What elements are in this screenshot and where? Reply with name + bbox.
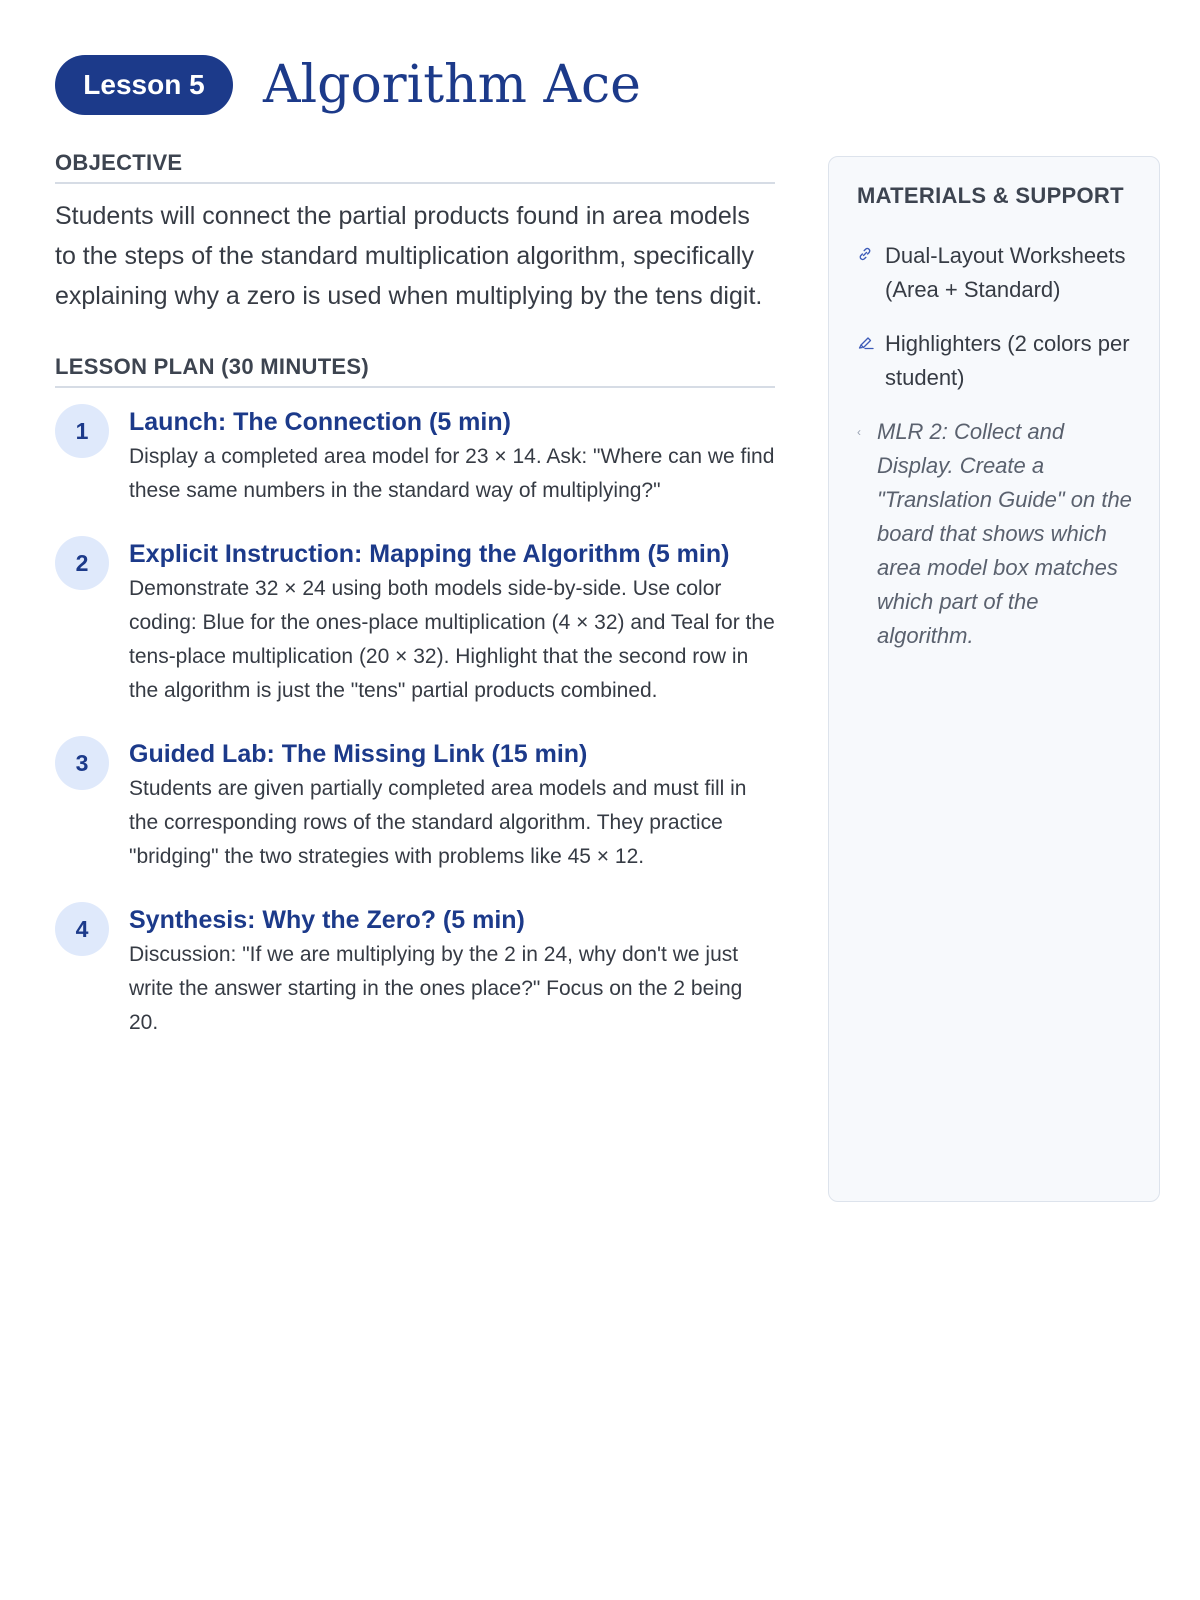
step-description: Students are given partially completed area models and must fill in the corresponding rows of the standard algorithm. They practice "bridging" the two strategies with problems like 45 × 12. — [129, 777, 747, 868]
material-item-worksheets — [857, 239, 1133, 307]
materials-sidebar — [828, 156, 1160, 1202]
lesson-step — [55, 902, 775, 1040]
lesson-header — [55, 55, 641, 115]
material-item-highlighters — [857, 327, 1133, 395]
lesson-badge: Lesson 5 — [55, 55, 233, 115]
material-label: Dual-Layout Worksheets (Area + Standard) — [885, 243, 1126, 302]
step-number-badge: 2 — [55, 536, 109, 590]
step-description: Demonstrate 32 × 24 using both models side-by-side. Use color coding: Blue for the ones-place multiplication (4 × 32) and Teal for the tens-place multiplication (20 × 32). Highlight that the second row in the algorithm is just the "tens" partial products combined. — [129, 577, 775, 702]
lesson-plan-heading: LESSON PLAN (30 MINUTES) — [55, 354, 775, 388]
step-number-badge: 4 — [55, 902, 109, 956]
main-content — [55, 150, 775, 1068]
step-title: Synthesis: Why the Zero? (5 min) — [129, 906, 525, 934]
objective-text: Students will connect the partial products found in area models to the steps of the standard multiplication algorithm, specifically explaining why a zero is used when multiplying by the tens digit. — [55, 202, 763, 310]
support-text: MLR 2: Collect and Display. Create a "Translation Guide" on the board that shows which area model box matches which part of the algorithm. — [877, 419, 1132, 648]
lesson-steps — [55, 404, 775, 1040]
objective-heading: OBJECTIVE — [55, 150, 775, 184]
chevron-left-icon: ‹ — [857, 425, 861, 439]
support-note — [857, 415, 1133, 653]
lesson-step — [55, 404, 775, 508]
step-title: Launch: The Connection (5 min) — [129, 408, 511, 436]
lesson-step — [55, 536, 775, 708]
step-number-badge: 1 — [55, 404, 109, 458]
step-title: Guided Lab: The Missing Link (15 min) — [129, 740, 588, 768]
step-number-badge: 3 — [55, 736, 109, 790]
step-description: Discussion: "If we are multiplying by the 2 in 24, why don't we just write the answer starting in the ones place?" Focus on the 2 being 20. — [129, 943, 743, 1034]
link-icon — [857, 239, 885, 273]
page-title: Algorithm Ace — [263, 55, 641, 115]
material-label: Highlighters (2 colors per student) — [885, 331, 1130, 390]
step-title: Explicit Instruction: Mapping the Algorithm (5 min) — [129, 540, 730, 568]
highlighter-icon — [857, 327, 885, 361]
lesson-step — [55, 736, 775, 874]
step-description: Display a completed area model for 23 × 14. Ask: "Where can we find these same numbers in the standard way of multiplying?" — [129, 445, 775, 502]
materials-heading: MATERIALS & SUPPORT — [857, 183, 1124, 208]
